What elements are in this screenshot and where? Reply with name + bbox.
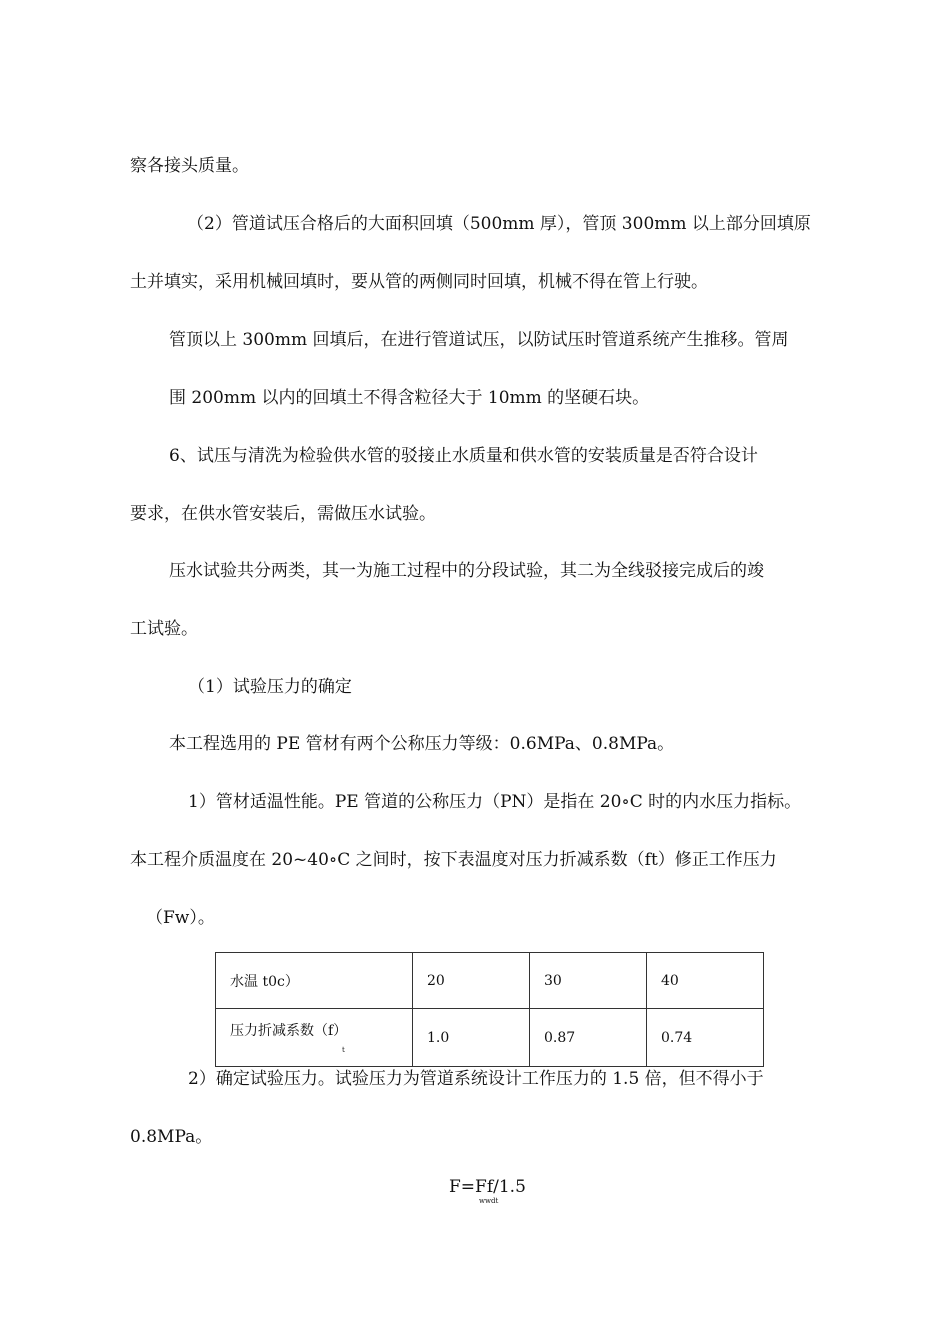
table-cell: 0.74 (647, 1009, 764, 1067)
table-cell-header: 水温 t0c） (216, 953, 413, 1009)
table-cell: 1.0 (413, 1009, 530, 1067)
paragraph-line: 土并填实，采用机械回填时，要从管的两侧同时回填，机械不得在管上行驶。 (130, 272, 708, 292)
paragraph-line: 压水试验共分两类，其一为施工过程中的分段试验，其二为全线驳接完成后的竣 (169, 561, 764, 581)
table-cell: 30 (530, 953, 647, 1009)
paragraph-line: 要求，在供水管安装后，需做压水试验。 (130, 504, 436, 524)
table-cell: 40 (647, 953, 764, 1009)
table-row (216, 1009, 764, 1067)
paragraph-line: 本工程选用的 PE 管材有两个公称压力等级：0.6MPa、0.8MPa。 (169, 734, 675, 754)
table-cell: 0.87 (530, 1009, 647, 1067)
section-heading: （1）试验压力的确定 (188, 677, 352, 697)
table-row (216, 953, 764, 1009)
table-cell: 20 (413, 953, 530, 1009)
paragraph-line: （Fw）。 (146, 908, 215, 928)
paragraph-line: 察各接头质量。 (130, 156, 249, 176)
table-cell-header (216, 1009, 413, 1067)
formula-subscript: wwdt (479, 1197, 499, 1205)
paragraph-line: 管顶以上 300mm 回填后，在进行管道试压，以防试压时管道系统产生推移。管周 (169, 330, 789, 350)
paragraph-line: 1）管材适温性能。PE 管道的公称压力（PN）是指在 20∘C 时的内水压力指标。 (188, 792, 802, 812)
coefficient-subscript: t (342, 1045, 345, 1054)
paragraph-line: （2）管道试压合格后的大面积回填（500mm 厚），管顶 300mm 以上部分回填原 (187, 214, 811, 234)
paragraph-line: 2）确定试验压力。试验压力为管道系统设计工作压力的 1.5 倍，但不得小于 (188, 1069, 764, 1089)
test-pressure-formula: F=Ff/1.5 (449, 1177, 526, 1197)
paragraph-line: 围 200mm 以内的回填土不得含粒径大于 10mm 的坚硬石块。 (169, 388, 650, 408)
paragraph-line: 6、试压与清洗为检验供水管的驳接止水质量和供水管的安装质量是否符合设计 (169, 446, 758, 466)
coefficient-label: 压力折减系数（f） (230, 1022, 348, 1039)
paragraph-line: 0.8MPa。 (130, 1127, 213, 1147)
paragraph-line: 工试验。 (130, 619, 198, 639)
temperature-reduction-table (215, 952, 764, 1067)
paragraph-line: 本工程介质温度在 20~40∘C 之间时，按下表温度对压力折减系数（ft）修正工作压力 (130, 850, 777, 870)
